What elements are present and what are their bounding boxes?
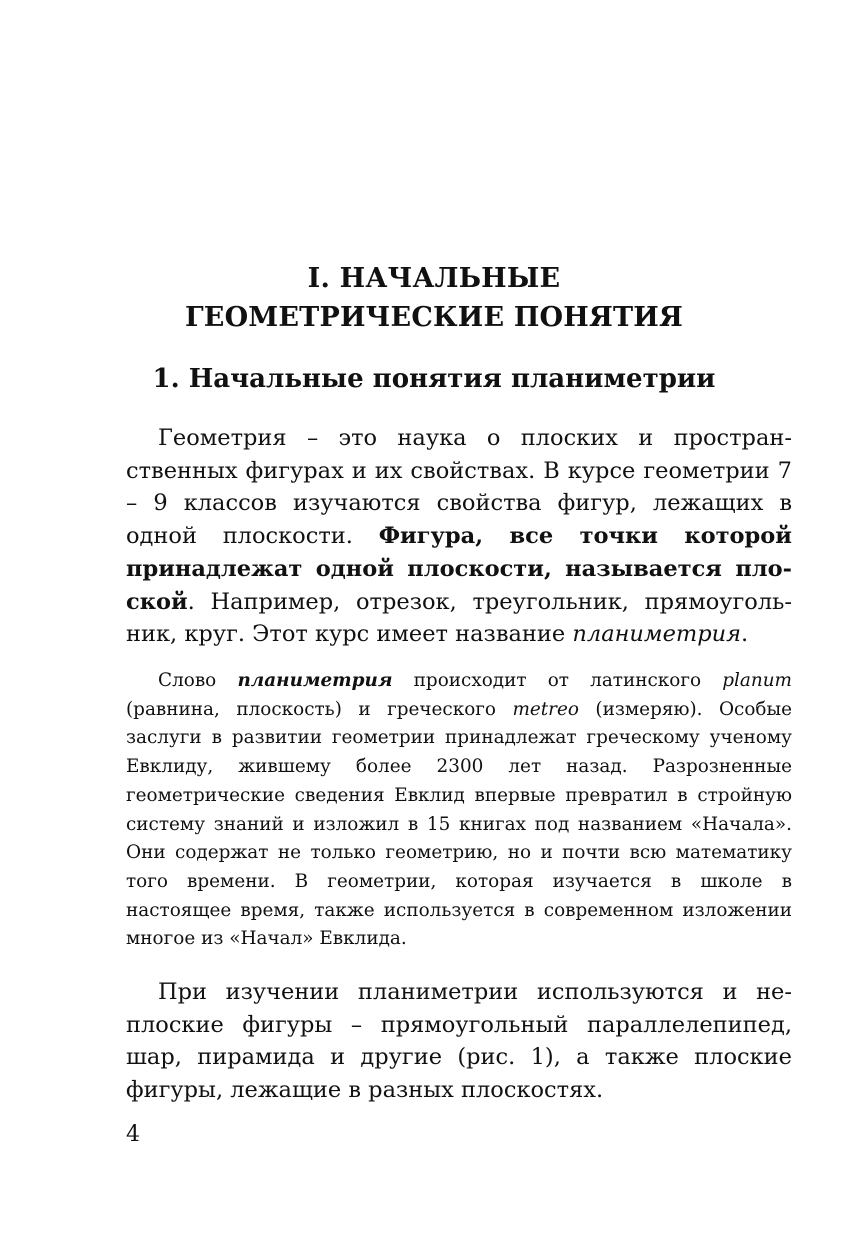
note-text-2: происходит от латинского bbox=[392, 670, 723, 691]
chapter-title-line-2: ГЕОМЕТРИЧЕСКИЕ ПОНЯТИЯ bbox=[184, 302, 684, 333]
note-text-3: (равнина, плоскость) и греческого bbox=[126, 698, 513, 720]
paragraph-definition bbox=[126, 422, 792, 651]
note-greek-word: metreo bbox=[512, 698, 579, 720]
paragraph-definition-text-1: Геометрия – это наука о плоских и пространственных фигурах и их свойствах. В курсе геометрии 7 – 9 классов изучаются свойства фигур, лежащих в одной плоскости. bbox=[126, 425, 792, 550]
section-title: 1. Начальные понятия планиметрии bbox=[152, 364, 716, 394]
definition-bold: Фигура, все точки которой принадлежат одной плоскости, называется плоской bbox=[126, 523, 792, 615]
page-number: 4 bbox=[126, 1122, 140, 1147]
note-latin-word: planum bbox=[722, 670, 792, 691]
note-text-4: (измеряю). Особые заслуги в развитии геометрии принадлежат греческому ученому Евклиду, жившему более 2300 лет назад. Разрозненные геометрические сведения Евклид впервые превратил в стройную систему знаний и изложил в 15 книгах под названием «Начала». Они содержат не только геометрию, но и почти всю математику того времени. В геометрии, которая изучается в школе в настоящее время, также используется в современном изложении многое из «Начал» Евклида. bbox=[126, 698, 792, 950]
paragraph-definition-text-2: . Например, отрезок, треугольник, прямоугольник, круг. Этот курс имеет название bbox=[126, 588, 792, 648]
paragraph-figures: При изучении планиметрии используются и неплоские фигуры – прямоугольный параллелепипед, шар, пирамида и другие (рис. 1), а также плоские фигуры, лежащие в разных плоскостях. bbox=[126, 979, 792, 1104]
chapter-title-line-1: I. НАЧАЛЬНЫЕ bbox=[307, 263, 561, 294]
term-planimetry-italic: планиметрия bbox=[572, 621, 742, 648]
note-text-1: Слово bbox=[158, 670, 238, 691]
note-term: планиметрия bbox=[237, 670, 393, 691]
historical-note bbox=[126, 667, 792, 954]
paragraph-definition-text-3: . bbox=[741, 621, 749, 648]
